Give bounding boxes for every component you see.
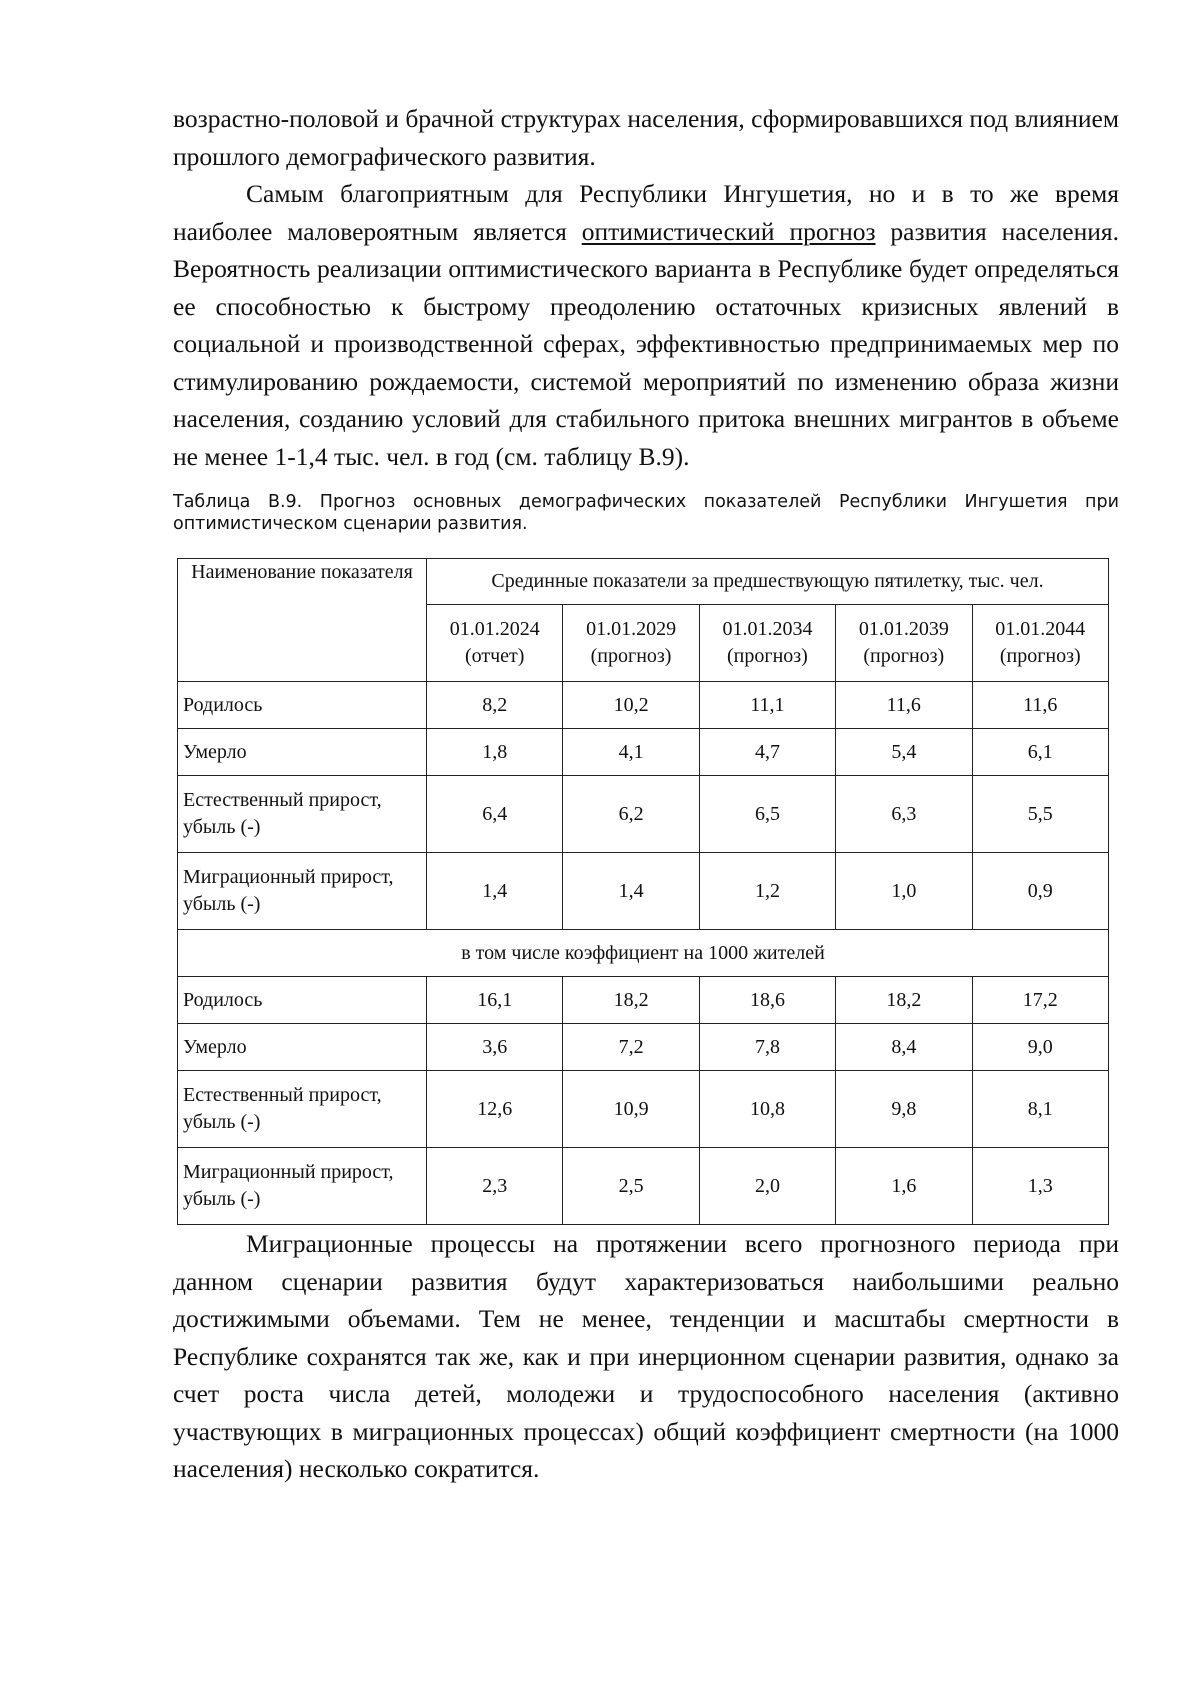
- header-date-column: [427, 605, 563, 682]
- row-label: Умерло: [178, 729, 427, 776]
- table-cell: 2,0: [699, 1148, 835, 1225]
- paragraph-text-start: Самым благоприятным для Республики Ингушетия, но и в то же время наиболее маловероятным является: [173, 179, 1119, 246]
- table-cell: 6,1: [972, 729, 1109, 776]
- table-cell: 16,1: [427, 977, 563, 1024]
- table-cell: 6,4: [427, 776, 563, 853]
- table-cell: 6,3: [836, 776, 972, 853]
- table-cell: 0,9: [972, 853, 1109, 930]
- table-cell: 10,2: [563, 682, 699, 729]
- header-date-column: [972, 605, 1109, 682]
- paragraph-optimistic-forecast: [173, 175, 1119, 475]
- table-cell: 11,6: [836, 682, 972, 729]
- table-cell: 1,4: [563, 853, 699, 930]
- row-label: Миграционный прирост, убыль (-): [178, 1148, 427, 1225]
- subheader-rate-per-1000: в том числе коэффициент на 1000 жителей: [178, 930, 1109, 977]
- table-row: [178, 1148, 1109, 1225]
- header-note: (отчет): [464, 645, 525, 667]
- table-cell: 9,0: [972, 1024, 1109, 1071]
- row-label: Естественный прирост, убыль (-): [178, 776, 427, 853]
- header-date: 01.01.2029: [586, 618, 677, 640]
- table-cell: 9,8: [836, 1071, 972, 1148]
- table-caption: Таблица В.9. Прогноз основных демографических показателей Республики Ингушетия при оптимистическом сценарии развития.: [173, 492, 1119, 534]
- demographic-forecast-table: [177, 558, 1109, 1225]
- header-date-column: [563, 605, 699, 682]
- header-note: (прогноз): [590, 645, 672, 667]
- row-label: Естественный прирост, убыль (-): [178, 1071, 427, 1148]
- row-label: Родилось: [178, 682, 427, 729]
- table-cell: 18,2: [563, 977, 699, 1024]
- underlined-term: оптимистический прогноз: [581, 216, 876, 246]
- header-date-column: [699, 605, 835, 682]
- table-cell: 1,0: [836, 853, 972, 930]
- row-label: Родилось: [178, 977, 427, 1024]
- table-cell: 11,6: [972, 682, 1109, 729]
- table-cell: 1,6: [836, 1148, 972, 1225]
- header-date: 01.01.2034: [722, 618, 813, 640]
- header-date: 01.01.2024: [449, 618, 540, 640]
- table-cell: 10,8: [699, 1071, 835, 1148]
- header-date: 01.01.2044: [995, 618, 1086, 640]
- paragraph-migration: Миграционные процессы на протяжении всего прогнозного периода при данном сценарии развития будут характеризоваться наибольшими реально достижимыми объемами. Тем не менее, тенденции и масштабы смертности в Республике сохранятся так же, как и при инерционном сценарии развития, однако за счет роста числа детей, молодежи и трудоспособного населения (активно участвующих в миграционных процессах) общий коэффициент смертности (на 1000 населения) несколько сократится.: [173, 1229, 1119, 1483]
- table-cell: 4,7: [699, 729, 835, 776]
- table-cell: 3,6: [427, 1024, 563, 1071]
- table-cell: 7,8: [699, 1024, 835, 1071]
- table-row: [178, 1024, 1109, 1071]
- header-indicator-name: Наименование показателя: [178, 559, 427, 682]
- table-cell: 1,3: [972, 1148, 1109, 1225]
- table-cell: 18,6: [699, 977, 835, 1024]
- table-cell: 2,3: [427, 1148, 563, 1225]
- paragraph-text-end: развития населения. Вероятность реализации оптимистического варианта в Республике будет определяться ее способностью к быстрому преодолению остаточных кризисных явлений в социальной и производственной сферах, эффективностью предпринимаемых мер по стимулированию рождаемости, системой мероприятий по изменению образа жизни населения, созданию условий для стабильного притока внешних мигрантов в объеме не менее 1-1,4 тыс. чел. в год (см. таблицу В.9).: [173, 216, 1120, 471]
- table-cell: 7,2: [563, 1024, 699, 1071]
- table-cell: 11,1: [699, 682, 835, 729]
- table-row: [178, 776, 1109, 853]
- table-cell: 4,1: [563, 729, 699, 776]
- row-label: Миграционный прирост, убыль (-): [178, 853, 427, 930]
- header-note: (прогноз): [727, 645, 808, 667]
- header-period-group: Срединные показатели за предшествующую пятилетку, тыс. чел.: [427, 559, 1109, 605]
- header-date: 01.01.2039: [858, 618, 949, 640]
- table-cell: 5,4: [836, 729, 972, 776]
- header-note: (прогноз): [863, 645, 945, 667]
- table-cell: 8,1: [972, 1071, 1109, 1148]
- table-row: [178, 682, 1109, 729]
- table-cell: 1,2: [699, 853, 835, 930]
- table-cell: 12,6: [427, 1071, 563, 1148]
- table-row: [178, 977, 1109, 1024]
- table-row: [178, 853, 1109, 930]
- row-label: Умерло: [178, 1024, 427, 1071]
- table-cell: 5,5: [972, 776, 1109, 853]
- table-cell: 17,2: [972, 977, 1109, 1024]
- table-row: [178, 1071, 1109, 1148]
- paragraph-intro: возрастно-половой и брачной структурах населения, сформировавшихся под влиянием прошлого демографического развития.: [173, 104, 1119, 171]
- table-cell: 6,5: [699, 776, 835, 853]
- table-cell: 18,2: [836, 977, 972, 1024]
- table-cell: 10,9: [563, 1071, 699, 1148]
- table-cell: 8,4: [836, 1024, 972, 1071]
- table-cell: 6,2: [563, 776, 699, 853]
- table-row: [178, 729, 1109, 776]
- header-date-column: [836, 605, 972, 682]
- header-note: (прогноз): [999, 645, 1081, 667]
- table-cell: 1,8: [427, 729, 563, 776]
- document-page: [173, 100, 1119, 1488]
- table-cell: 1,4: [427, 853, 563, 930]
- table-cell: 8,2: [427, 682, 563, 729]
- table-cell: 2,5: [563, 1148, 699, 1225]
